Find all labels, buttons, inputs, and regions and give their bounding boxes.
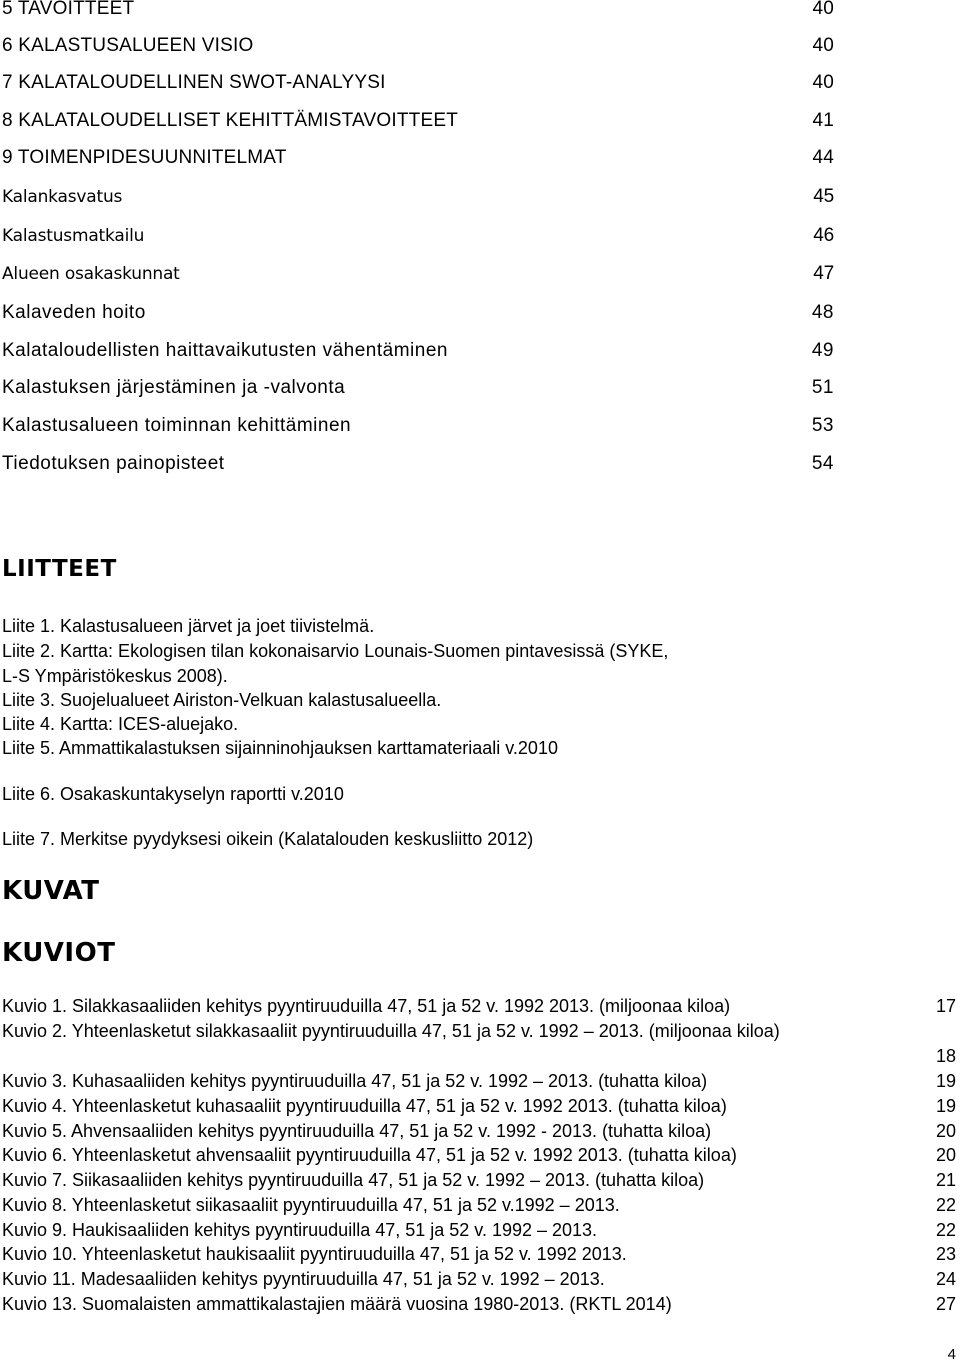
toc-page: 46 (813, 225, 834, 246)
toc-row (2, 453, 834, 475)
toc-page: 40 (812, 35, 834, 56)
kuviot-heading: KUVIOT (2, 938, 116, 968)
toc-row (2, 110, 834, 132)
kuvio-text: Kuvio 4. Yhteenlasketut kuhasaaliit pyyntiruuduilla 47, 51 ja 52 v. 1992 2013. (tuhatta kiloa) (2, 1096, 727, 1116)
liite-item: Liite 5. Ammattikalastuksen sijainninohjauksen karttamateriaali v.2010 (2, 738, 558, 758)
kuvio-item (2, 1021, 956, 1042)
kuvio-item (2, 1269, 956, 1290)
toc-row (2, 415, 834, 437)
kuvio-item (2, 1145, 956, 1166)
toc-page: 45 (813, 186, 834, 207)
kuvio-page: 21 (935, 1170, 956, 1190)
toc-page: 47 (813, 263, 834, 284)
kuvio-page: 17 (935, 996, 956, 1016)
toc-title: Alueen osakaskunnat (2, 264, 180, 284)
toc-title: Kalastuksen järjestäminen ja -valvonta (2, 377, 346, 398)
kuvio-item (2, 996, 956, 1017)
toc-title: Kalaveden hoito (2, 302, 146, 323)
toc-row (2, 186, 834, 208)
toc-row (2, 72, 834, 94)
toc-title: 5 TAVOITTEET (2, 0, 135, 19)
kuvio-text: Kuvio 2. Yhteenlasketut silakkasaaliit pyyntiruuduilla 47, 51 ja 52 v. 1992 – 2013. (miljoonaa kiloa) (2, 1021, 780, 1041)
toc-row (2, 35, 834, 57)
liite-item: Liite 6. Osakaskuntakyselyn raportti v.2010 (2, 784, 344, 804)
toc-title: 9 TOIMENPIDESUUNNITELMAT (2, 147, 287, 168)
kuvio-text: Kuvio 8. Yhteenlasketut siikasaaliit pyyntiruuduilla 47, 51 ja 52 v.1992 – 2013. (2, 1195, 620, 1215)
kuvio-item (2, 1244, 956, 1265)
liite-item: Liite 4. Kartta: ICES-aluejako. (2, 714, 239, 734)
kuvio-item (2, 1220, 956, 1241)
kuvio-page: 23 (935, 1244, 956, 1264)
kuvio-page: 19 (935, 1096, 956, 1116)
toc-row (2, 302, 834, 324)
toc-title: 7 KALATALOUDELLINEN SWOT-ANALYYSI (2, 72, 386, 93)
toc-row (2, 263, 834, 285)
toc-page: 44 (812, 147, 834, 168)
liite-item: Liite 2. Kartta: Ekologisen tilan kokonaisarvio Lounais-Suomen pintavesissä (SYKE, (2, 641, 669, 661)
liitteet-heading: LIITTEET (2, 556, 117, 582)
toc-row (2, 0, 834, 20)
kuvio-text: Kuvio 10. Yhteenlasketut haukisaaliit pyyntiruuduilla 47, 51 ja 52 v. 1992 2013. (2, 1244, 627, 1264)
toc-page: 51 (811, 377, 834, 398)
liite-item: Liite 7. Merkitse pyydyksesi oikein (Kalatalouden keskusliitto 2012) (2, 829, 534, 849)
toc-title: 8 KALATALOUDELLISET KEHITTÄMISTAVOITTEET (2, 110, 459, 131)
liite-item: L-S Ympäristökeskus 2008). (2, 666, 228, 686)
toc-page: 49 (811, 340, 834, 361)
kuvio-page: 27 (935, 1294, 956, 1314)
kuvio-text: Kuvio 7. Siikasaaliiden kehitys pyyntiruuduilla 47, 51 ja 52 v. 1992 – 2013. (tuhatta kiloa) (2, 1170, 705, 1190)
kuvio-page: 22 (935, 1195, 956, 1215)
kuvio-page: 18 (935, 1046, 956, 1066)
toc-page: 40 (812, 72, 834, 93)
toc-row (2, 147, 834, 169)
kuvio-page: 24 (935, 1269, 956, 1289)
kuvio-item (2, 1071, 956, 1092)
kuvio-item (2, 1294, 956, 1315)
kuvio-item (2, 1170, 956, 1191)
kuvat-heading: KUVAT (2, 876, 100, 906)
toc-title: 6 KALASTUSALUEEN VISIO (2, 35, 254, 56)
toc-title: Tiedotuksen painopisteet (2, 453, 225, 474)
kuvio-page: 22 (935, 1220, 956, 1240)
kuvio-item (2, 1195, 956, 1216)
liite-item: Liite 1. Kalastusalueen järvet ja joet tiivistelmä. (2, 616, 375, 636)
liite-item: Liite 3. Suojelualueet Airiston-Velkuan kalastusalueella. (2, 690, 442, 710)
toc-row (2, 340, 834, 362)
kuvio-text: Kuvio 9. Haukisaaliiden kehitys pyyntiruuduilla 47, 51 ja 52 v. 1992 – 2013. (2, 1220, 598, 1240)
kuvio-text: Kuvio 11. Madesaaliiden kehitys pyyntiruuduilla 47, 51 ja 52 v. 1992 – 2013. (2, 1269, 605, 1289)
kuvio-item (2, 1096, 956, 1117)
kuvio-page: 20 (935, 1145, 956, 1165)
page-number: 4 (947, 1346, 956, 1363)
kuvio-text: Kuvio 6. Yhteenlasketut ahvensaaliit pyyntiruuduilla 47, 51 ja 52 v. 1992 2013. (tuhatta kiloa) (2, 1145, 737, 1165)
toc-page: 48 (811, 302, 834, 323)
kuvio-text: Kuvio 13. Suomalaisten ammattikalastajien määrä vuosina 1980-2013. (RKTL 2014) (2, 1294, 672, 1314)
toc-title: Kalastusalueen toiminnan kehittäminen (2, 415, 352, 436)
toc-title: Kalataloudellisten haittavaikutusten vähentäminen (2, 340, 448, 361)
toc-page: 53 (811, 415, 834, 436)
toc-page: 40 (812, 0, 834, 19)
toc-title: Kalankasvatus (2, 187, 123, 207)
kuvio-page: 20 (935, 1121, 956, 1141)
kuvio-text: Kuvio 1. Silakkasaaliiden kehitys pyyntiruuduilla 47, 51 ja 52 v. 1992 2013. (miljoonaa kiloa) (2, 996, 731, 1016)
kuvio-page: 19 (935, 1071, 956, 1091)
kuvio-text: Kuvio 5. Ahvensaaliiden kehitys pyyntiruuduilla 47, 51 ja 52 v. 1992 - 2013. (tuhatta kiloa) (2, 1121, 712, 1141)
kuvio-text: Kuvio 3. Kuhasaaliiden kehitys pyyntiruuduilla 47, 51 ja 52 v. 1992 – 2013. (tuhatta kiloa) (2, 1071, 708, 1091)
toc-page: 41 (812, 110, 834, 131)
kuvio-item (2, 1121, 956, 1142)
toc-page: 54 (811, 453, 834, 474)
toc-row (2, 377, 834, 399)
toc-title: Kalastusmatkailu (2, 226, 145, 246)
toc-row (2, 225, 834, 247)
